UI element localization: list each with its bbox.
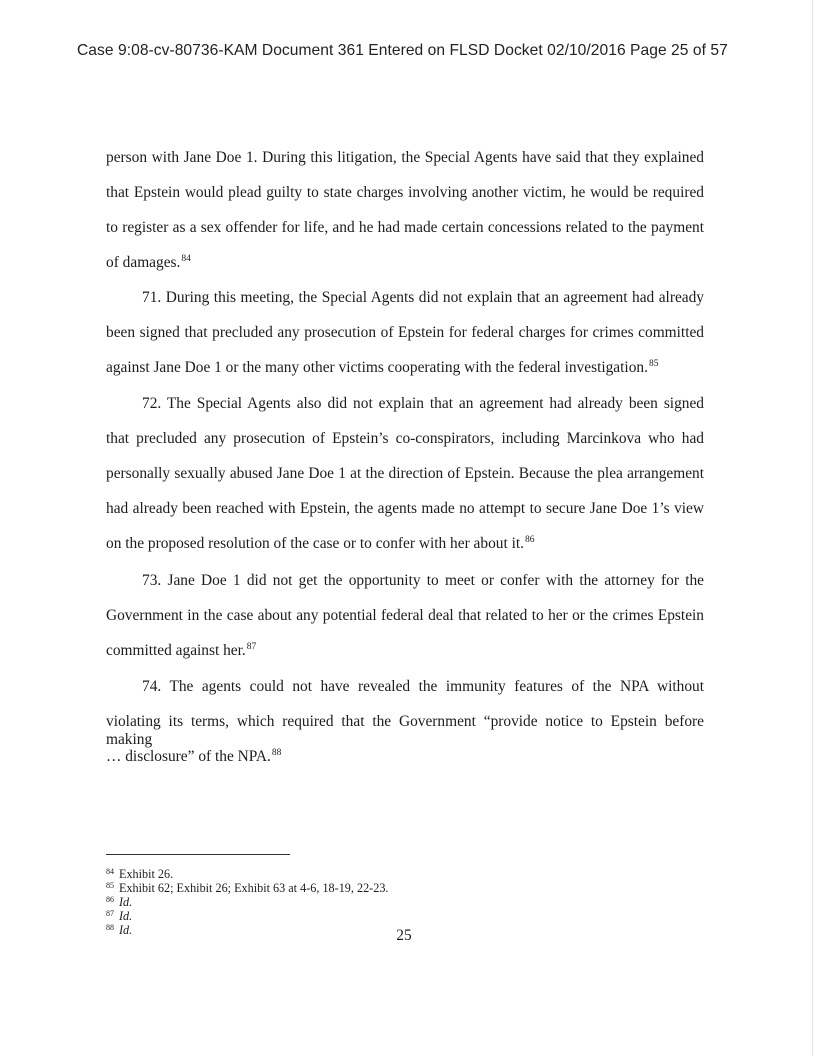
paragraph-73-first-line: 73. Jane Doe 1 did not get the opportunity to meet or confer with the attorney for the [142,572,704,589]
paragraph-line: been signed that precluded any prosecution of Epstein for federal charges for crimes committed [106,324,704,341]
footnote-mark: 84 [106,867,114,876]
case-header: Case 9:08-cv-80736-KAM Document 361 Entered on FLSD Docket 02/10/2016 Page 25 of 57 [77,42,728,59]
footnote-ref[interactable]: 88 [271,748,282,758]
page-number: 25 [396,927,412,944]
footnote-separator [106,854,290,855]
footnote-text: Id. [119,923,133,937]
footnote-text: Id. [119,909,133,923]
paragraph-text: against Jane Doe 1 or the many other victims cooperating with the federal investigation. [106,359,648,376]
paragraph-line: violating its terms, which required that the Government “provide notice to Epstein before making [106,713,704,748]
paragraph-72-first-line: 72. The Special Agents also did not explain that an agreement had already been signed [142,395,704,412]
footnote-text: Id. [119,895,133,909]
paragraph-text: on the proposed resolution of the case or to confer with her about it. [106,535,524,552]
paragraph-71-first-line: 71. During this meeting, the Special Agents did not explain that an agreement had already [142,289,704,306]
footnote-84 [106,867,173,882]
footnote-text: Exhibit 62; Exhibit 26; Exhibit 63 at 4-6, 18-19, 22-23. [119,881,389,895]
paragraph-line: person with Jane Doe 1. During this litigation, the Special Agents have said that they explained [106,149,704,166]
footnote-ref[interactable]: 87 [246,642,257,652]
paragraph-74-first-line: 74. The agents could not have revealed the immunity features of the NPA without [142,678,704,695]
paragraph-line-last [106,748,281,766]
scan-edge-line [812,0,813,1056]
footnote-85 [106,881,388,896]
footnote-mark: 88 [106,923,114,932]
paragraph-line: personally sexually abused Jane Doe 1 at the direction of Epstein. Because the plea arrangement [106,465,704,482]
footnote-mark: 85 [106,881,114,890]
paragraph-text: committed against her. [106,642,246,659]
footnote-mark: 87 [106,909,114,918]
paragraph-line-last [106,254,191,272]
paragraph-line-last [106,535,535,553]
footnote-ref[interactable]: 85 [648,359,659,369]
paragraph-line: that Epstein would plead guilty to state charges involving another victim, he would be required [106,184,704,201]
footnote-mark: 86 [106,895,114,904]
paragraph-line-last [106,642,256,660]
footnote-ref[interactable]: 84 [181,254,191,264]
paragraph-text: … disclosure” of the NPA. [106,748,271,765]
paragraph-line: to register as a sex offender for life, and he had made certain concessions related to the payment [106,219,704,236]
footnote-text: Exhibit 26. [119,867,174,881]
footnote-86 [106,895,132,910]
paragraph-line: had already been reached with Epstein, the agents made no attempt to secure Jane Doe 1’s view [106,500,704,517]
footnote-87 [106,909,132,924]
paragraph-line-last [106,359,658,377]
paragraph-line: that precluded any prosecution of Epstein’s co-conspirators, including Marcinkova who had [106,430,704,447]
footnote-ref[interactable]: 86 [525,535,535,545]
paragraph-text: of damages. [106,254,181,271]
paragraph-line: Government in the case about any potential federal deal that related to her or the crimes Epstein [106,607,704,624]
